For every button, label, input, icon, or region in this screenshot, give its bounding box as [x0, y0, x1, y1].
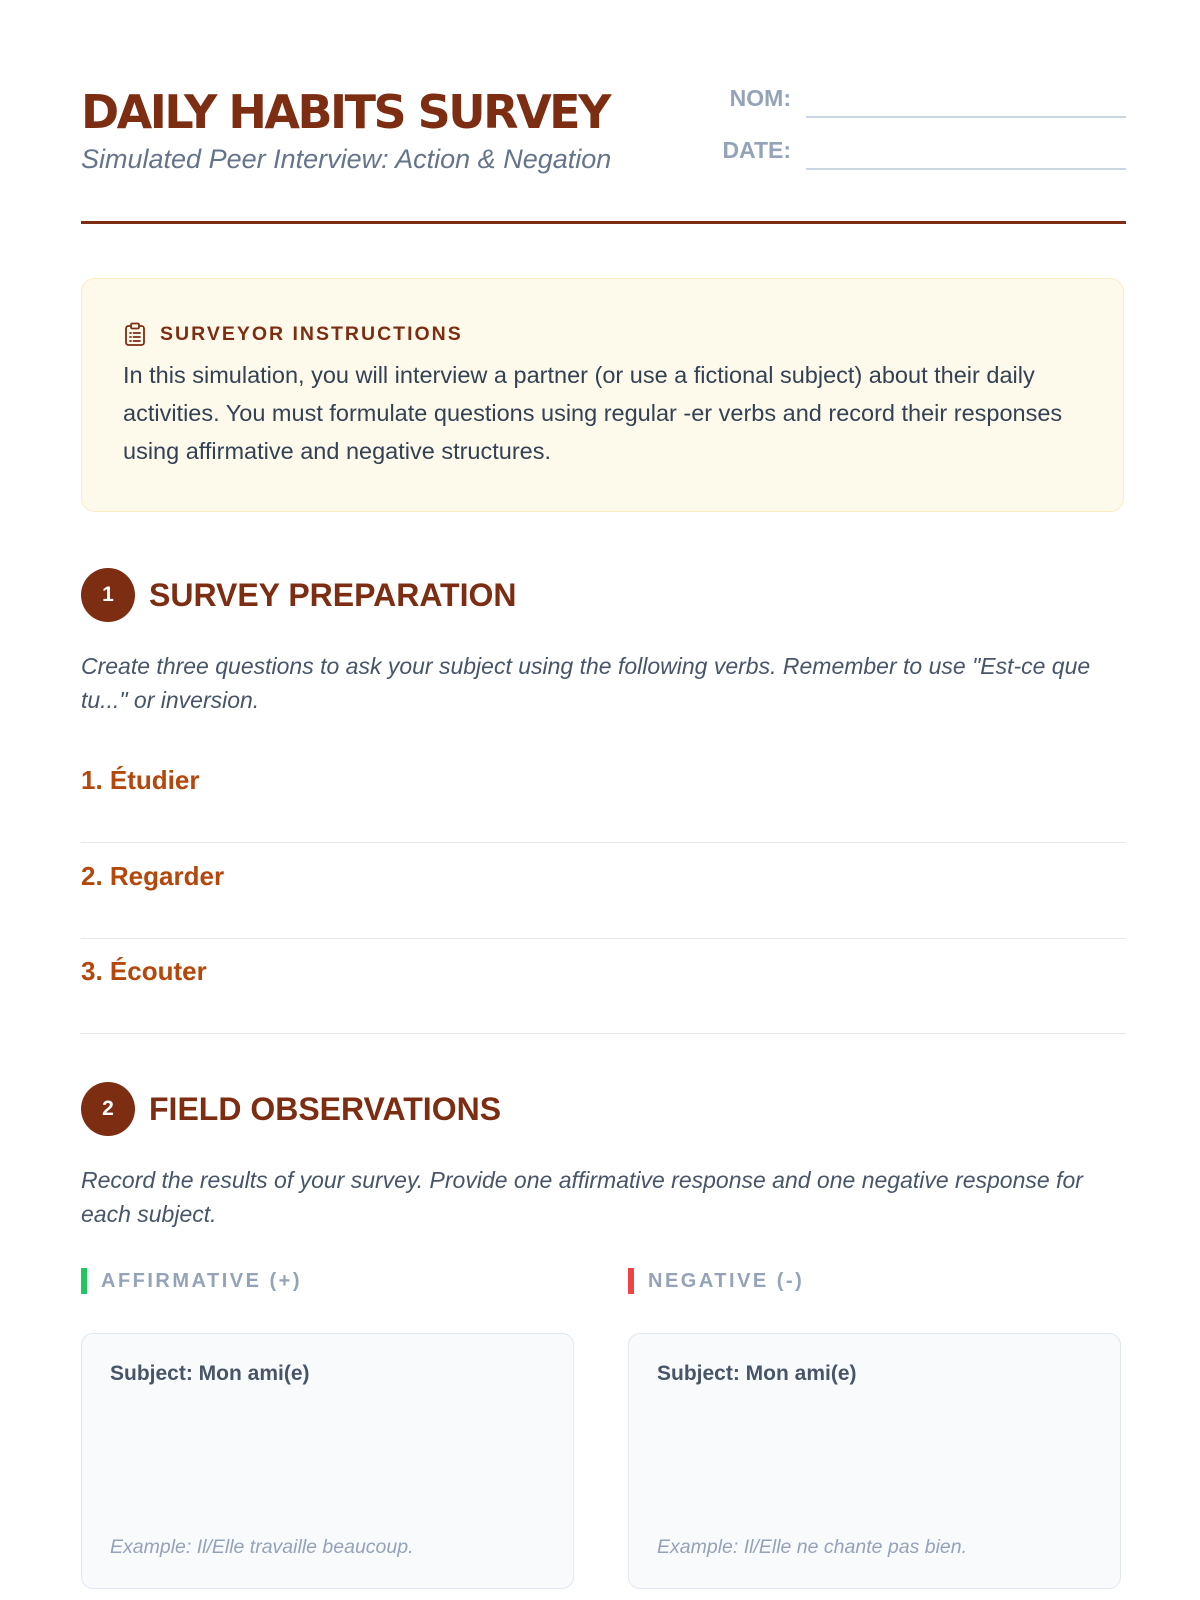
verb-row-1[interactable] — [81, 747, 1126, 843]
section-1-description: Create three questions to ask your subject using the following verbs. Remember to use "Est-ce que tu..." or inversion. — [81, 653, 1091, 713]
header — [81, 84, 1126, 224]
verb-row-2[interactable] — [81, 843, 1126, 939]
instructions-box — [81, 278, 1124, 512]
section-2-title: FIELD OBSERVATIONS — [149, 1090, 502, 1127]
verb-label: 3. Écouter — [81, 956, 207, 986]
date-field[interactable] — [806, 168, 1126, 170]
verb-label: 2. Regarder — [81, 861, 225, 891]
section-1-number: 1 — [81, 568, 135, 622]
name-label: NOM: — [729, 85, 791, 111]
card-example: Example: Il/Elle ne chante pas bien. — [657, 1536, 968, 1558]
instructions-text: In this simulation, you will interview a partner (or use a fictional subject) about their daily activities. You must formulate questions using regular -er verbs and record their responses using affirmative and negative structures. — [123, 362, 1063, 464]
page-title: DAILY HABITS SURVEY — [81, 85, 609, 139]
verb-label: 1. Étudier — [81, 765, 200, 795]
section-2-description: Record the results of your survey. Provide one affirmative response and one negative response for each subject. — [81, 1167, 1083, 1227]
date-label: DATE: — [722, 137, 791, 163]
negative-heading — [628, 1268, 804, 1294]
instructions-title: SURVEYOR INSTRUCTIONS — [160, 322, 463, 345]
instructions-header — [124, 322, 463, 346]
affirmative-heading — [81, 1268, 302, 1294]
negative-response-box[interactable] — [628, 1333, 1121, 1589]
card-example: Example: Il/Elle travaille beaucoup. — [110, 1536, 414, 1558]
clipboard-icon — [124, 322, 146, 346]
card-subject: Subject: Mon ami(e) — [657, 1362, 857, 1385]
section-1-heading — [81, 568, 516, 622]
page-subtitle: Simulated Peer Interview: Action & Negation — [81, 144, 612, 174]
negative-marker — [628, 1268, 634, 1294]
section-1-title: SURVEY PREPARATION — [149, 576, 517, 613]
header-divider — [81, 221, 1126, 224]
section-2-number: 2 — [81, 1082, 135, 1136]
name-field[interactable] — [806, 116, 1126, 118]
card-subject: Subject: Mon ami(e) — [110, 1362, 310, 1385]
affirmative-title: AFFIRMATIVE (+) — [101, 1269, 303, 1292]
affirmative-response-box[interactable] — [81, 1333, 574, 1589]
negative-title: NEGATIVE (-) — [648, 1269, 805, 1292]
affirmative-marker — [81, 1268, 87, 1294]
verb-row-3[interactable] — [81, 938, 1126, 1034]
section-2-heading — [81, 1082, 501, 1136]
